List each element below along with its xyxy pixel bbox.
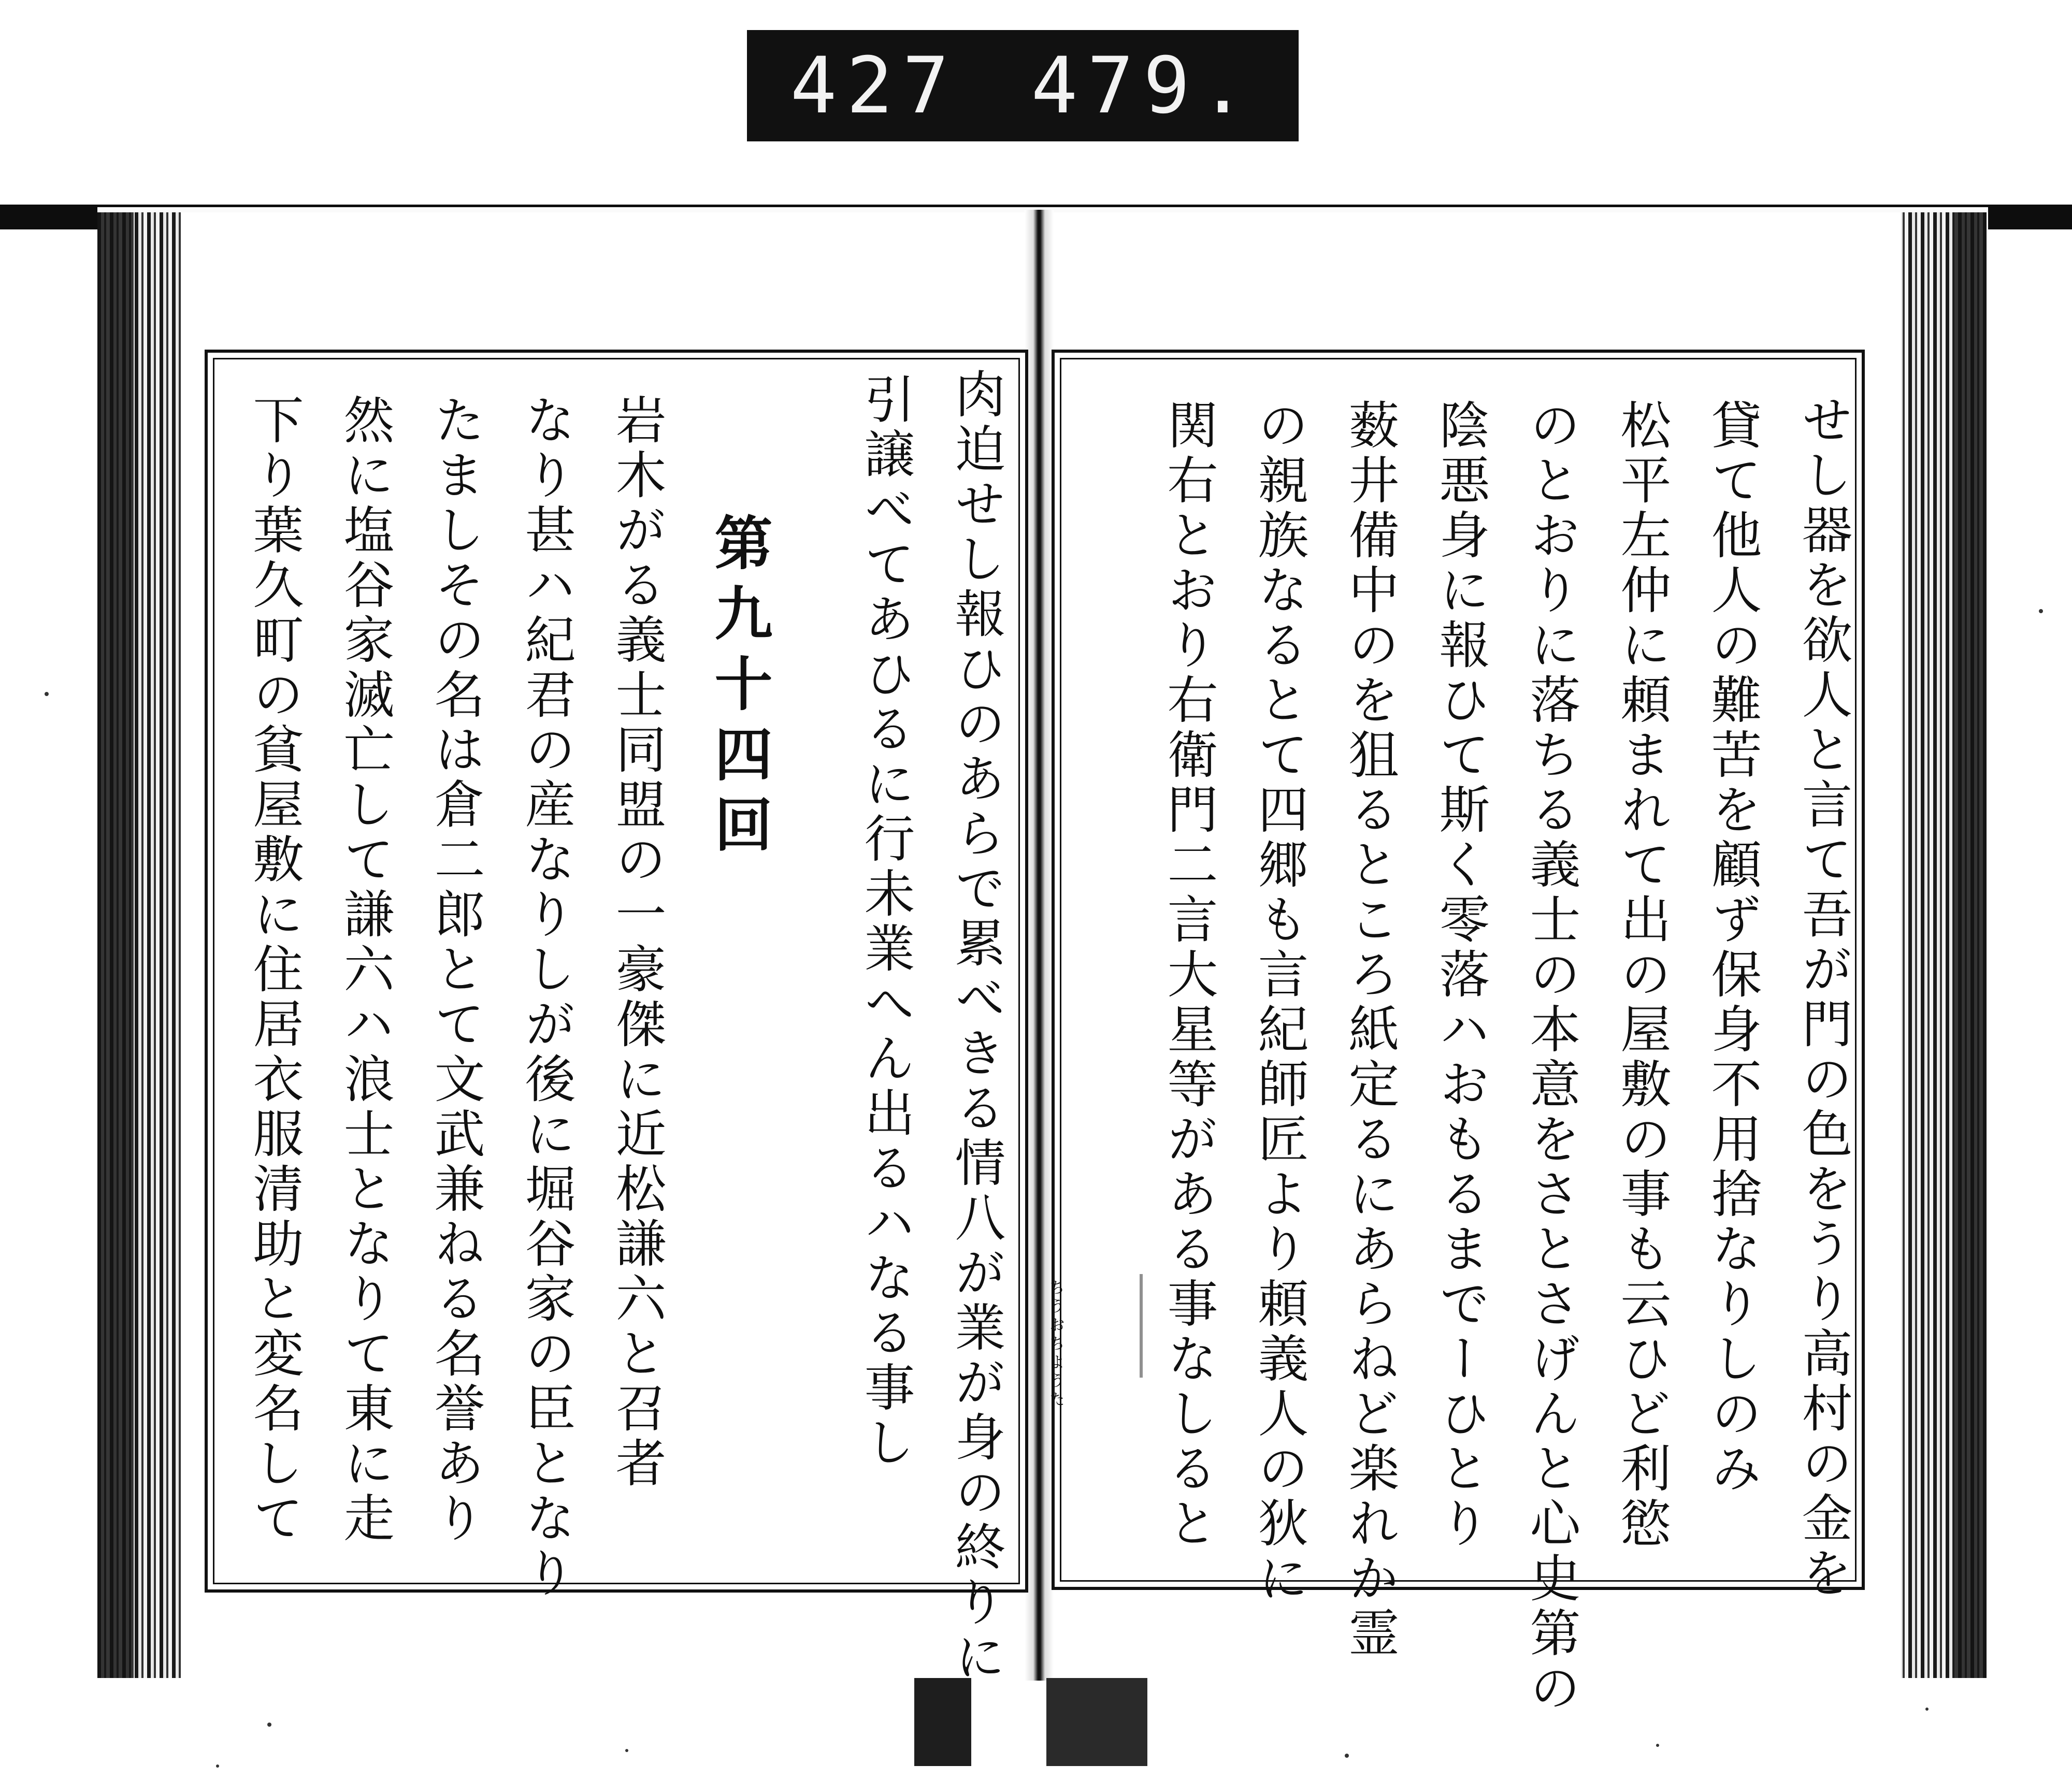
right-page-line: の親族なるとて四郷も言紀師匠より頼義人の狄に (1249, 399, 1308, 1607)
right-page-line: 貸て他人の難苦を顧ず保身不用捨なりしのみ (1703, 399, 1762, 1497)
gutter-note: ちうおちようた (1046, 1279, 1064, 1410)
left-page-line: 引譲べてあひるに行未業へん出るハなる事し (856, 373, 915, 1471)
right-page-line: 関右とおり右衛門二言大星等がある事なしると (1159, 399, 1218, 1552)
left-page-line: 下り葉久町の貧屋敷に住居衣服清助と変名して (244, 394, 304, 1546)
left-page-line: 然に塩谷家滅亡して謙六ハ浪士となりて東に走 (335, 394, 394, 1546)
frame-number-right: 479. (1031, 40, 1256, 131)
right-page-line: 陰悪身に報ひて斯く零落ハおもるまでーひとり (1431, 399, 1490, 1552)
right-page-line: 松平左仲に頼まれて出の屋敷の事も云ひど利慾 (1612, 399, 1671, 1552)
left-page-line: 肉迫せし報ひのあらで累べきる情八が業が身の終りに (946, 368, 1005, 1685)
chapter-heading: 第九十四回 (705, 513, 773, 865)
right-page-line: 薮井備中のを狙るところ紙定るにあらねど楽れか霊 (1340, 399, 1399, 1661)
right-page-line: せし器を欲人と言て吾が門の色をうり高村の金を (1793, 394, 1852, 1601)
left-page-line: なり甚ハ紀君の産なりしが後に堀谷家の臣となり (516, 394, 575, 1601)
left-page-line: たましその名は倉二郎とて文武兼ねる名誉あり (426, 394, 485, 1546)
frame-number-left: 427 (790, 40, 959, 131)
right-page-line: のとおりに落ちる義士の本意をさとさげんと心史第の (1521, 399, 1580, 1716)
left-page-line: 岩木がる義士同盟の一豪傑に近松謙六と召者 (607, 394, 666, 1492)
